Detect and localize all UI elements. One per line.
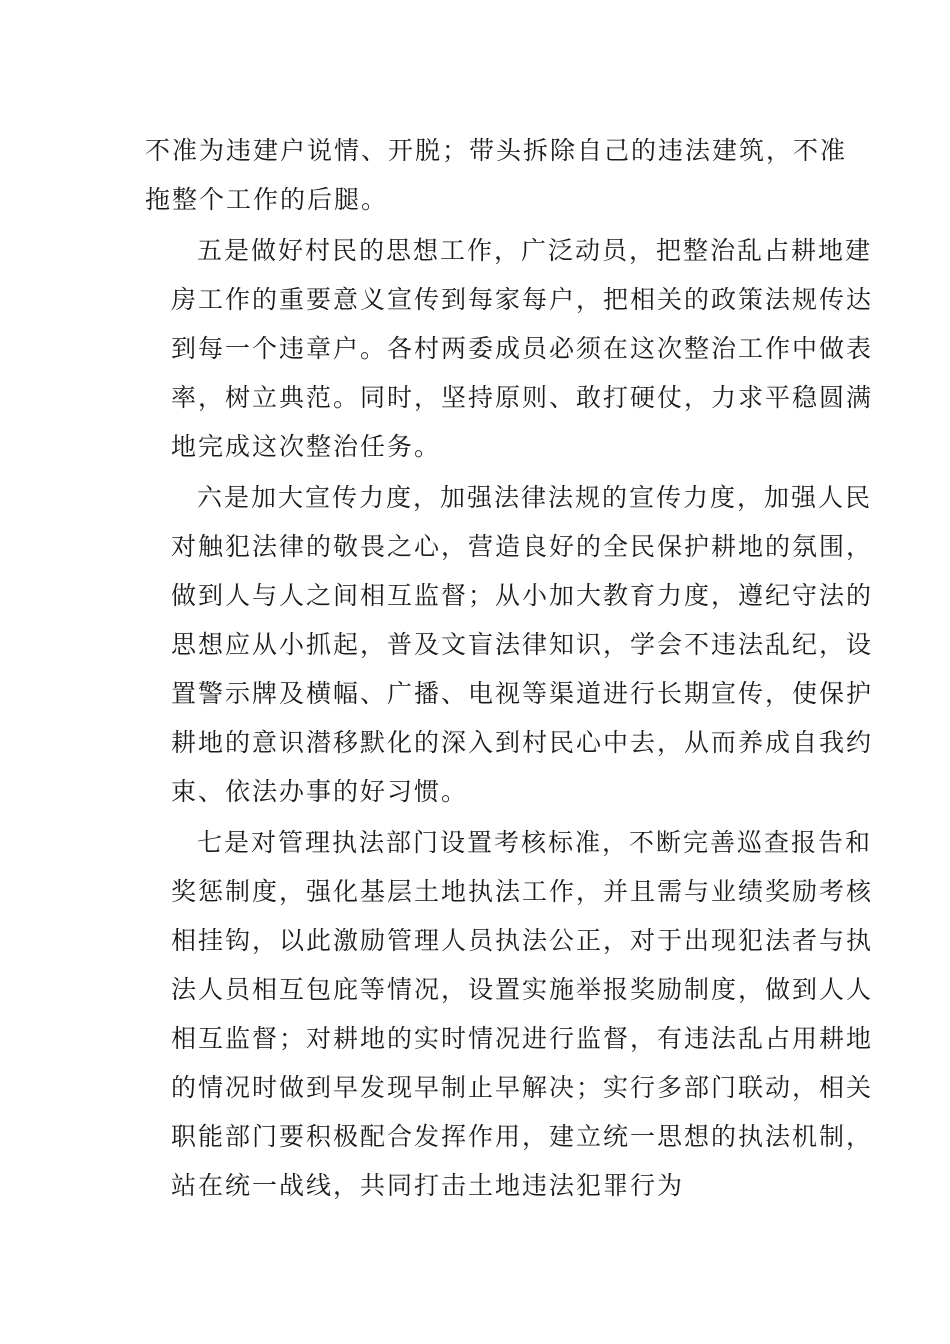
paragraph-five: [145, 226, 874, 471]
text-line: 拖整个工作的后腿。: [145, 185, 389, 214]
document-body: [145, 126, 874, 1212]
paragraph-continuation: [145, 126, 848, 224]
text-line: 站在统一战线，共同打击土地违法犯罪行为: [171, 1171, 685, 1200]
text-line: 率，树立典范。同时，坚持原则、敢打硬仗，力求平稳圆满: [171, 383, 874, 412]
text-line: 到每一个违章户。各村两委成员必须在这次整治工作中做表: [171, 334, 874, 363]
text-line: 相挂钩，以此激励管理人员执法公正，对于出现犯法者与执: [171, 926, 874, 955]
text-line: 束、依法办事的好习惯。: [171, 777, 469, 806]
text-line: 六是加大宣传力度，加强法律法规的宣传力度，加强人民: [197, 483, 873, 512]
text-line: 职能部门要积极配合发挥作用，建立统一思想的执法机制，: [171, 1122, 874, 1151]
text-line: 相互监督；对耕地的实时情况进行监督，有违法乱占用耕地: [171, 1024, 874, 1053]
text-line: 法人员相互包庇等情况，设置实施举报奖励制度，做到人人: [171, 975, 874, 1004]
text-line: 的情况时做到早发现早制止早解决；实行多部门联动，相关: [171, 1073, 874, 1102]
text-line: 做到人与人之间相互监督；从小加大教育力度，遵纪守法的: [171, 581, 874, 610]
text-line: 耕地的意识潜移默化的深入到村民心中去，从而养成自我约: [171, 728, 874, 757]
text-line: 房工作的重要意义宣传到每家每户，把相关的政策法规传达: [171, 285, 874, 314]
text-line: 置警示牌及横幅、广播、电视等渠道进行长期宣传，使保护: [171, 679, 874, 708]
text-line: 不准为违建户说情、开脱；带头拆除自己的违法建筑，不准: [145, 136, 848, 165]
text-line: 地完成这次整治任务。: [171, 432, 442, 461]
text-line: 思想应从小抓起，普及文盲法律知识，学会不违法乱纪，设: [171, 630, 874, 659]
text-line: 七是对管理执法部门设置考核标准，不断完善巡查报告和: [197, 828, 873, 857]
text-line: 奖惩制度，强化基层土地执法工作，并且需与业绩奖励考核: [171, 877, 874, 906]
paragraph-seven: [145, 818, 874, 1210]
text-line: 五是做好村民的思想工作，广泛动员，把整治乱占耕地建: [197, 236, 873, 265]
text-line: 对触犯法律的敬畏之心，营造良好的全民保护耕地的氛围，: [171, 532, 874, 561]
paragraph-six: [145, 473, 874, 816]
